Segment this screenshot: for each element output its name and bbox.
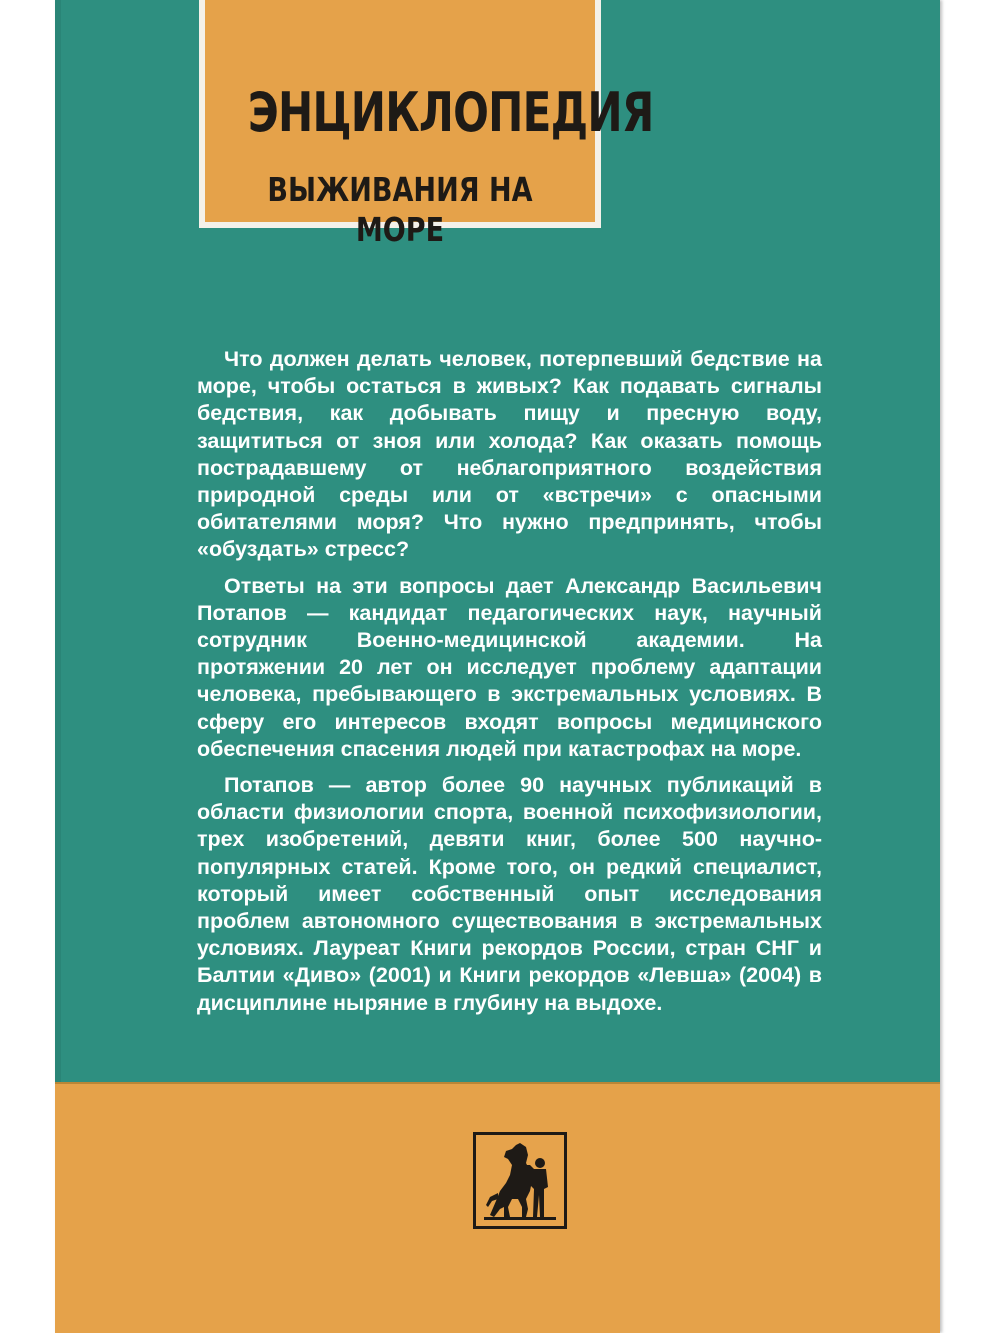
book-subtitle: ВЫЖИВАНИЯ НА МОРЕ	[267, 170, 533, 249]
description-paragraph: Потапов — автор более 90 научных публикаций в области физиологии спорта, военной психофизиологии, трех изобретений, девяти книг, более 500 научно-популярных статей. Кроме того, он редкий специалист, который имеет собственный опыт исследования проблем автономного существования в экстремальных условиях. Лауреат Книги рекордов России, стран СНГ и Балтии «Диво» (2001) и Книги рекордов «Левша» (2004) в дисциплине ныряние в глубину на выдохе.	[197, 773, 822, 1015]
description-paragraph: Что должен делать человек, потерпевший бедствие на море, чтобы остаться в живых? Как подавать сигналы бедствия, как добывать пищу и пресную воду, защититься от зноя или холода? Как оказать помощь пострадавшему от неблагоприятного воздействия природной среды или от «встречи» с опасными обитателями моря? Что нужно предпринять, чтобы «обуздать» стресс?	[197, 347, 822, 562]
horse-tamer-icon	[476, 1135, 564, 1226]
description-text	[197, 346, 822, 1026]
description-paragraph: Ответы на эти вопросы дает Александр Васильевич Потапов — кандидат педагогических наук, научный сотрудник Военно-медицинской академии. На протяжении 20 лет он исследует проблему адаптации человека, пребывающего в экстремальных условиях. В сферу его интересов входят вопросы медицинского обеспечения спасения людей при катастрофах на море.	[197, 573, 822, 761]
book-title: ЭНЦИКЛОПЕДИЯ	[247, 81, 654, 144]
publisher-logo	[473, 1132, 567, 1229]
title-plate	[199, 0, 654, 249]
